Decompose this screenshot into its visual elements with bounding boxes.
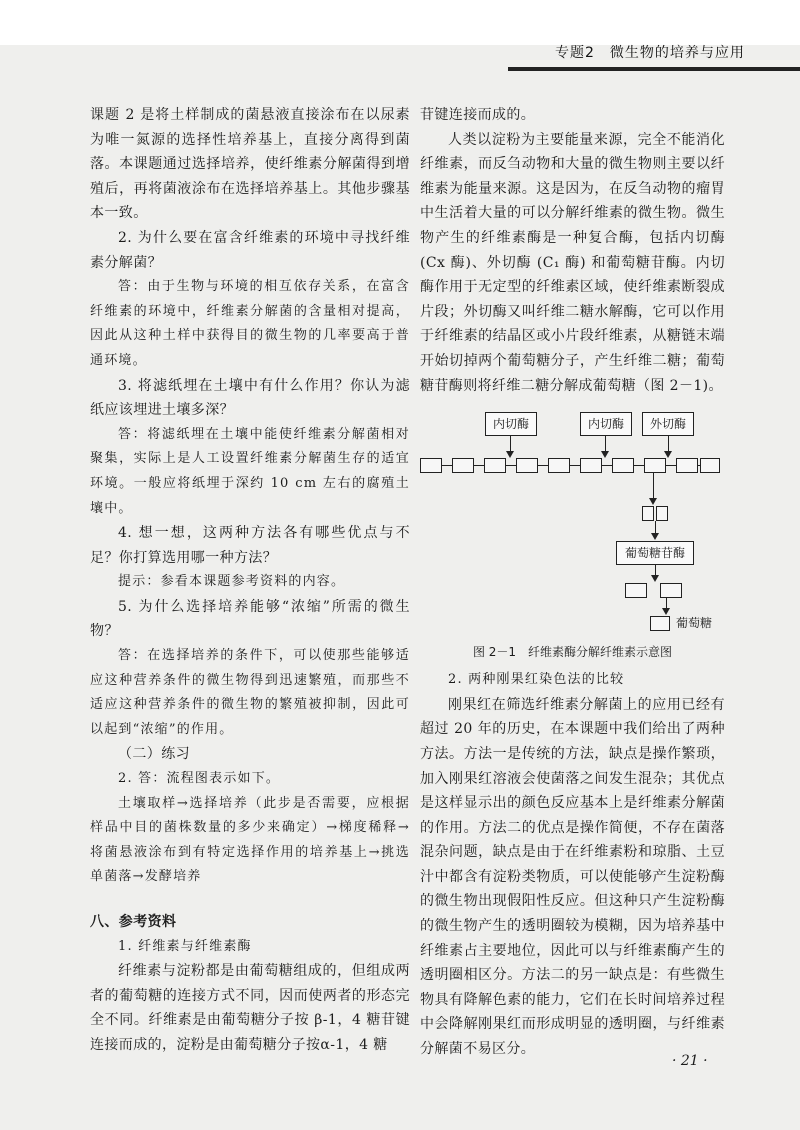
glucose-unit	[548, 458, 570, 473]
question-heading: 3. 将滤纸埋在土壤中有什么作用？你认为滤纸应该埋进土壤多深？	[90, 377, 410, 419]
glucose-product	[660, 583, 682, 598]
arrow-line	[510, 436, 511, 452]
arrow-line	[653, 473, 654, 499]
arrow-head	[651, 533, 659, 540]
arrow-head	[506, 451, 514, 458]
header-rule	[508, 67, 800, 71]
subsection-heading: 1. 纤维素与纤维素酶	[118, 938, 252, 954]
arrow-line	[668, 436, 669, 452]
question-heading: 4. 想一想，这两种方法各有哪些优点与不足？你打算选用哪一种方法？	[90, 525, 410, 566]
glucose-unit	[452, 458, 474, 473]
hint-paragraph: 提示：参看本课题参考资料的内容。	[118, 574, 346, 590]
cellobiose-unit	[656, 506, 668, 521]
page-number: · 21 ·	[672, 1053, 708, 1069]
left-column	[90, 103, 410, 1058]
subsection-heading: 2. 两种刚果红染色法的比较	[448, 672, 625, 688]
figure-cellulase-diagram	[420, 412, 725, 637]
glucose-unit	[700, 458, 720, 473]
paragraph: 课题 2 是将土样制成的菌悬液直接涂布在以尿素为唯一氮源的选择性培养基上，直接分离得到菌落。本课题通过选择培养，使纤维素分解菌得到增殖后，再将菌液涂布在选择培养基上。其他步骤基本一致。	[90, 107, 410, 222]
glucose-unit	[612, 458, 634, 473]
question-heading: 2. 为什么要在富含纤维素的环境中寻找纤维素分解菌？	[90, 229, 410, 271]
cellobiose-unit	[642, 506, 654, 521]
section-heading: 八、参考资料	[90, 914, 177, 930]
right-column	[420, 107, 725, 1062]
exonuclease-box: 外切酶	[642, 412, 694, 436]
glucose-unit	[484, 458, 506, 473]
glucose-unit	[580, 458, 602, 473]
figure-caption: 图 2－1 纤维素酶分解纤维素示意图	[472, 645, 673, 660]
running-header: 专题2 微生物的培养与应用	[555, 45, 745, 61]
arrow-head	[649, 498, 657, 505]
arrow-head	[601, 451, 609, 458]
glucose-label: 葡萄糖	[676, 616, 713, 631]
arrow-head	[662, 608, 670, 615]
arrow-head	[664, 451, 672, 458]
section-subheading: （二）练习	[118, 746, 190, 763]
glucose-unit	[420, 458, 442, 473]
question-heading: 5. 为什么选择培养能够“浓缩”所需的微生物？	[90, 598, 410, 640]
glucosidase-box: 葡萄糖苷酶	[616, 541, 694, 565]
arrow-head	[651, 575, 659, 582]
arrow-line	[605, 436, 606, 452]
answer-paragraph: 2. 答：流程图表示如下。	[118, 771, 281, 787]
glucose-unit	[676, 458, 698, 473]
paragraph: 纤维素与淀粉都是由葡萄糖组成的，但组成两者的葡萄糖的连接方式不同，因而使两者的形态完全不同。纤维素是由葡萄糖分子按 β-1，4 糖苷键连接而成的，淀粉是由葡萄糖分子按α-1，4 糖	[90, 963, 410, 1053]
answer-paragraph: 答：将滤纸埋在土壤中能使纤维素分解菌相对聚集，实际上是人工设置纤维素分解菌生存的适宜环境。一般应将纸埋于深约 10 cm 左右的腐殖土壤中。	[90, 426, 410, 516]
answer-paragraph: 答：在选择培养的条件下，可以使那些能够适应这种营养条件的微生物得到迅速繁殖，而那些不适应这种营养条件的微生物的繁殖被抑制，因此可以起到“浓缩”的作用。	[90, 648, 410, 737]
glucose-unit	[516, 458, 538, 473]
flow-description: 土壤取样→选择培养（此步是否需要，应根据样品中目的菌株数量的多少来确定）→梯度稀释→将菌悬液涂布到有特定选择作用的培养基上→挑选单菌落→发酵培养	[90, 795, 410, 885]
paragraph: 人类以淀粉为主要能量来源，完全不能消化纤维素，而反刍动物和大量的微生物则主要以纤维素为能量来源。这是因为，在反刍动物的瘤胃中生活着大量的可以分解纤维素的微生物。微生物产生的纤维素酶是一种复合酶，包括内切酶(Cx 酶)、外切酶 (C₁ 酶) 和葡萄糖苷酶。内切酶作用于无定型的纤维素区域，使纤维素断裂成片段；外切酶又叫纤维二糖水解酶，它可以作用于纤维素的结晶区或小片段纤维素，从糖链末端开始切掉两个葡萄糖分子，产生纤维二糖；葡萄糖苷酶则将纤维二糖分解成葡萄糖（图 2－1)。	[420, 131, 725, 394]
endonuclease-box-1: 内切酶	[485, 412, 537, 436]
glucose-final	[650, 616, 670, 631]
endonuclease-box-2: 内切酶	[580, 412, 632, 436]
glucose-product	[625, 583, 647, 598]
glucose-unit	[644, 458, 666, 473]
answer-paragraph: 答：由于生物与环境的相互依存关系，在富含纤维素的环境中，纤维素分解菌的含量相对提高，因此从这种土样中获得目的微生物的几率要高于普通环境。	[90, 279, 410, 368]
paragraph: 苷键连接而成的。	[420, 107, 536, 123]
paragraph: 刚果红在筛选纤维素分解菌上的应用已经有超过 20 年的历史，在本课题中我们给出了两种方法。方法一是传统的方法，缺点是操作繁琐，加入刚果红溶液会使菌落之间发生混杂；其优点是这样显示出的颜色反应基本上是纤维素分解菌的作用。方法二的优点是操作简便，不存在菌落混杂问题，缺点是由于在纤维素粉和琼脂、土豆汁中都含有淀粉类物质，可以使能够产生淀粉酶的微生物出现假阳性反应。但这种只产生淀粉酶的微生物产生的透明圈较为模糊，因为培养基中纤维素占主要地位，因此可以与纤维素酶产生的透明圈相区分。方法二的另一缺点是：有些微生物具有降解色素的能力，它们在长时间培养过程中会降解刚果红而形成明显的透明圈，与纤维素分解菌不易区分。	[420, 696, 725, 1058]
